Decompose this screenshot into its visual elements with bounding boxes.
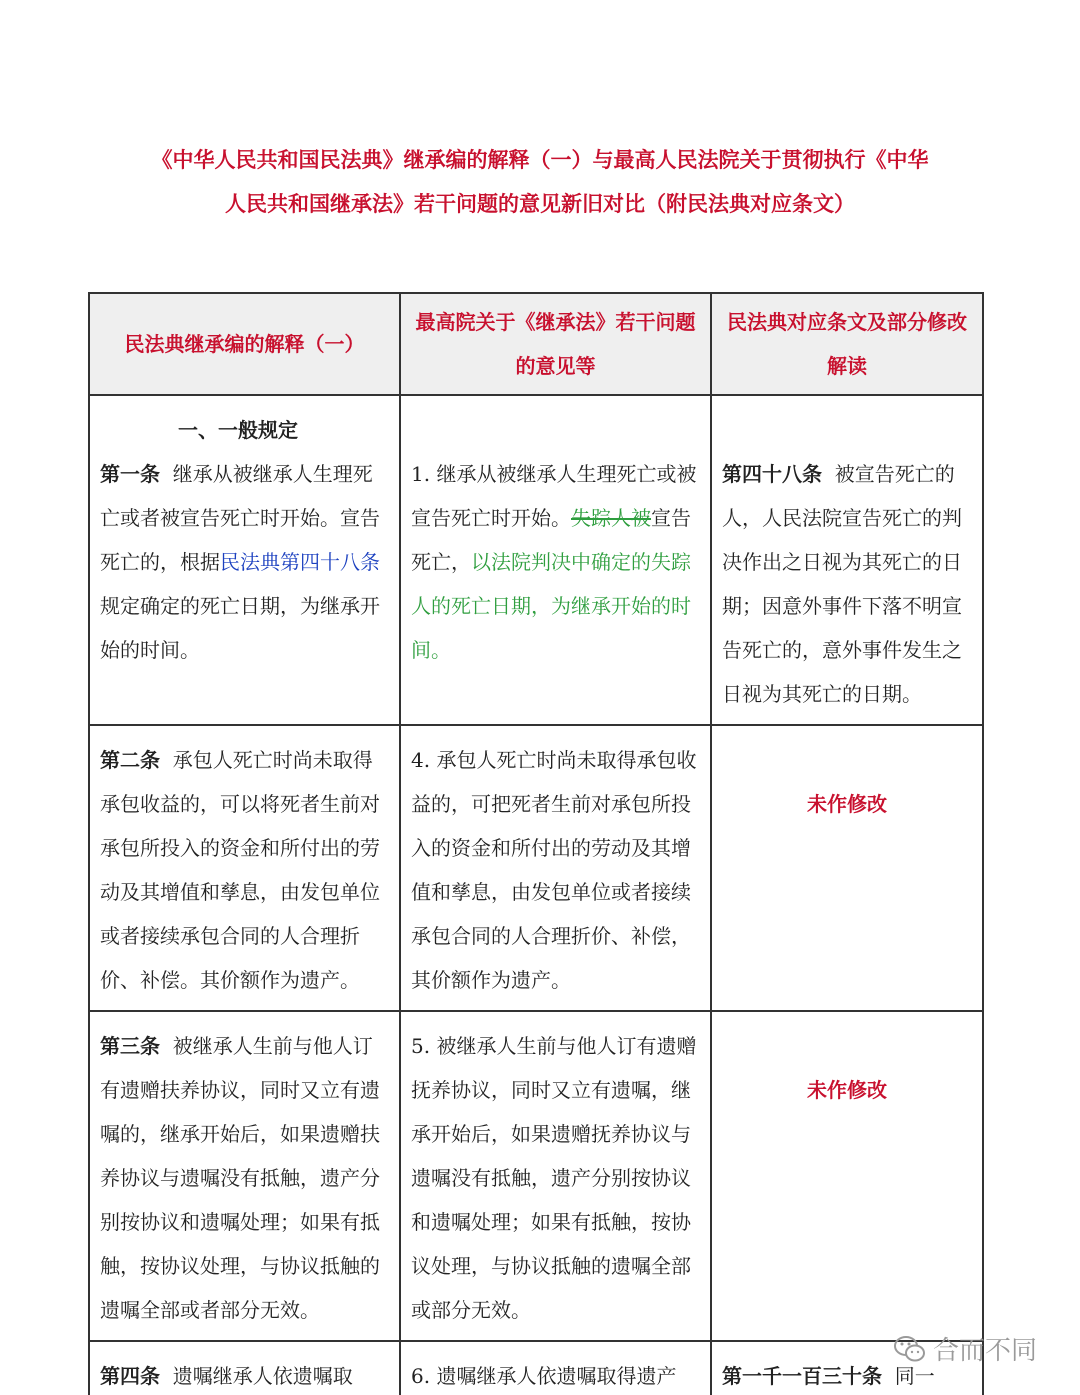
article-number: 第二条 [100,748,160,772]
header-civil-code-articles: 民法典对应条文及部分修改解读 [711,293,983,395]
opinion-text: 6. 遗嘱继承人依遗嘱取得遗产 [411,1364,677,1388]
changed-text: 以法院判决中确定的失踪人的死亡日期，为继承开始的时间。 [411,550,691,662]
article-text: 被宣告死亡的人，人民法院宣告死亡的判决作出之日视为其死亡的日期；因意外事件下落不明宣告死亡的，意外事件发生之日视为其死亡的日期。 [722,462,962,706]
row2-col2 [400,725,711,1011]
opinion-text: 1. 继承从被继承人生理死亡或被宣告死亡时开始。 [411,462,697,530]
table-header-row [89,293,983,395]
wechat-icon [893,1332,927,1366]
article-number: 第三条 [100,1034,160,1058]
article-text: 遗嘱继承人依遗嘱取 [172,1364,353,1388]
comparison-table [88,292,984,1395]
watermark [893,1330,1037,1367]
opinion-text: 5. 被继承人生前与他人订有遗赠抚养协议，同时又立有遗嘱，继承开始后，如果遗赠抚养协议与遗嘱没有抵触，遗产分别按协议和遗嘱处理；如果有抵触，按协议处理，与协议抵触的遗嘱全部或部分无效。 [411,1034,697,1322]
table-row [89,1011,983,1341]
table-row [89,1341,983,1395]
watermark-label: 合而不同 [933,1336,1038,1366]
header-civil-code-interpretation: 民法典继承编的解释（一） [89,293,400,395]
section-label: 一、一般规定 [178,418,298,442]
article-text: 被继承人生前与他人订有遗赠扶养协议，同时又立有遗嘱的，继承开始后，如果遗赠扶养协议与遗嘱没有抵触，遗产分别按协议和遗嘱处理；如果有抵触，按协议处理，与协议抵触的遗嘱全部或者部分无效。 [100,1034,380,1322]
row2-col3 [711,725,983,1011]
row1-col2 [400,395,711,725]
opinion-text: 宣告死亡， [411,506,691,574]
article-text: 承包人死亡时尚未取得承包收益的，可以将死者生前对承包所投入的资金和所付出的劳动及其增值和孳息，由发包单位或者接续承包合同的人合理折价、补偿。其价额作为遗产。 [100,748,380,992]
row2-col1 [89,725,400,1011]
document-title: 《中华人民共和国民法典》继承编的解释（一）与最高人民法院关于贯彻执行《中华人民共和国继承法》若干问题的意见新旧对比（附民法典对应条文） [151,148,929,216]
row3-col1 [89,1011,400,1341]
article-number: 第一千一百三十条 [722,1364,882,1388]
article-reference-link[interactable]: 民法典第四十八条 [220,550,380,574]
deleted-text: 失踪人被 [571,506,651,530]
article-number: 第四十八条 [722,462,822,486]
header-supreme-court-opinion: 最高院关于《继承法》若干问题的意见等 [400,293,711,395]
article-text: 同一 [894,1364,935,1388]
table-row [89,725,983,1011]
row4-col1 [89,1341,400,1395]
article-number: 第一条 [100,462,160,486]
row1-col3 [711,395,983,725]
row3-col3 [711,1011,983,1341]
opinion-text: 4. 承包人死亡时尚未取得承包收益的，可把死者生前对承包所投入的资金和所付出的劳动及其增值和孳息，由发包单位或者接续承包合同的人合理折价、补偿，其价额作为遗产。 [411,748,697,992]
table-row [89,395,983,725]
row4-col2 [400,1341,711,1395]
article-number: 第四条 [100,1364,160,1388]
row3-col2 [400,1011,711,1341]
row1-col1 [89,395,400,725]
status-unchanged: 未作修改 [807,1078,887,1102]
status-unchanged: 未作修改 [807,792,887,816]
article-text: 继承从被继承人生理死亡或者被宣告死亡时开始。宣告死亡的，根据 [100,462,380,574]
article-text: 规定确定的死亡日期，为继承开始的时间。 [100,594,380,662]
